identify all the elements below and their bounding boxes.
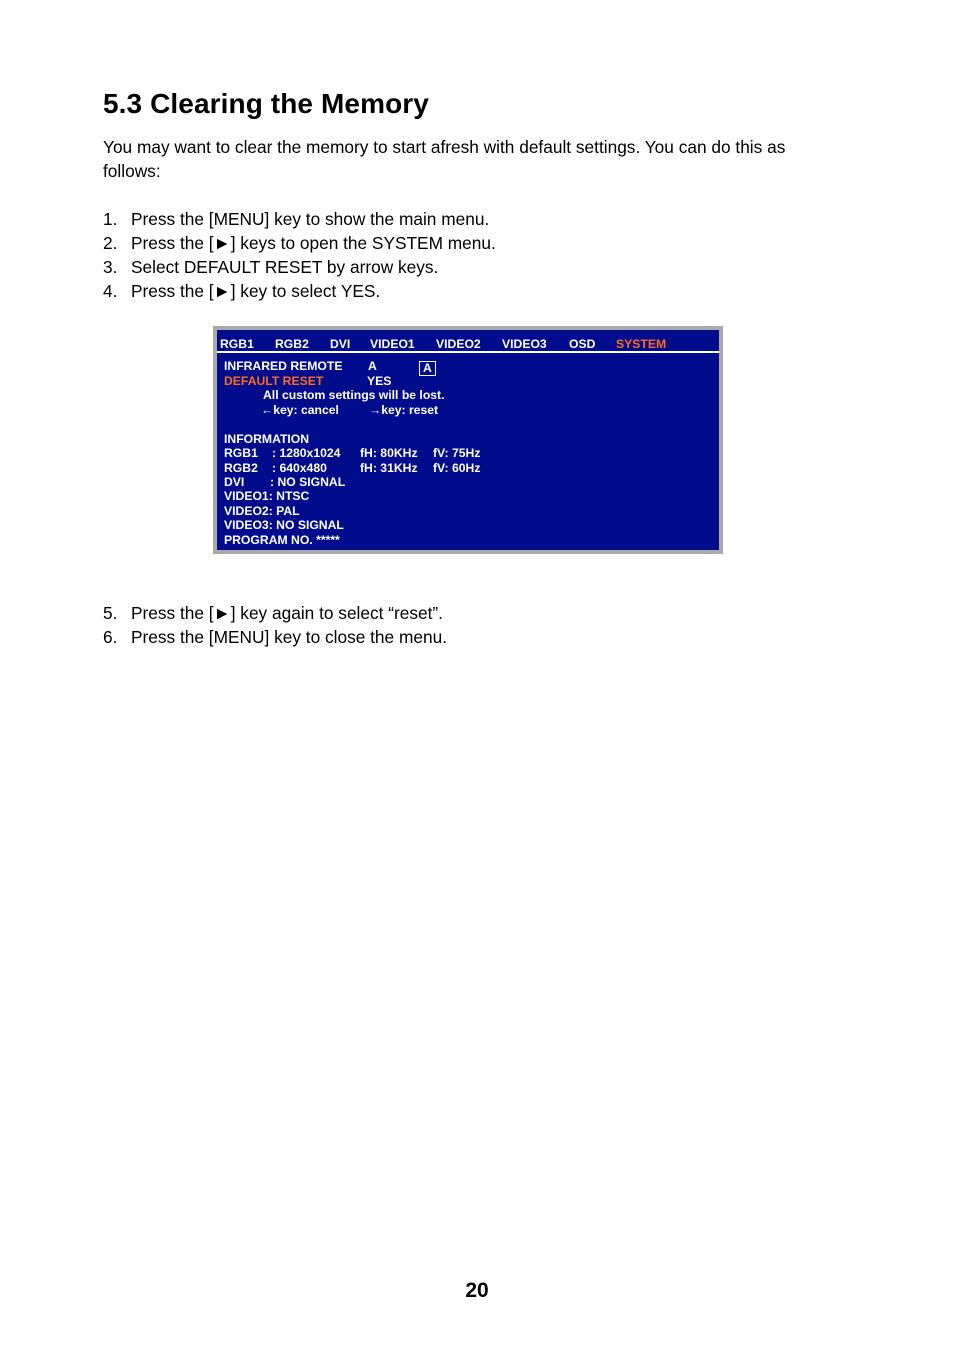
infrared-remote-value: A <box>368 359 377 373</box>
default-reset-label: DEFAULT RESET <box>224 374 324 388</box>
video3-info: VIDEO3: NO SIGNAL <box>224 518 344 532</box>
step-text: Press the [MENU] key to close the menu. <box>131 627 447 647</box>
rgb2-resolution: : 640x480 <box>272 461 327 475</box>
osd-menu-panel <box>217 330 719 550</box>
step-number: 4. <box>103 281 118 301</box>
steps-list-first <box>103 207 496 303</box>
rgb1-label: RGB1 <box>224 446 258 460</box>
step-number: 3. <box>103 257 118 277</box>
reset-hint: →key: reset <box>369 403 439 417</box>
list-item <box>103 255 496 279</box>
video2-info: VIDEO2: PAL <box>224 504 300 518</box>
list-item <box>103 601 447 625</box>
program-number: PROGRAM NO. ***** <box>224 533 340 547</box>
rgb1-resolution: : 1280x1024 <box>272 446 341 460</box>
step-text: Press the [►] key to select YES. <box>131 281 381 301</box>
infrared-remote-label: INFRARED REMOTE <box>224 359 343 373</box>
osd-tab-rgb2: RGB2 <box>275 337 309 351</box>
step-text: Press the [►] key again to select “reset”. <box>131 603 443 623</box>
rgb2-fv: fV: 60Hz <box>433 461 481 475</box>
step-text: Press the [►] keys to open the SYSTEM menu. <box>131 233 496 253</box>
list-item <box>103 625 447 649</box>
infrared-remote-box: A <box>419 361 436 376</box>
intro-paragraph: You may want to clear the memory to start afresh with default settings. You can do this as follows: <box>103 137 786 181</box>
osd-tab-rgb1: RGB1 <box>220 337 254 351</box>
osd-tab-system: SYSTEM <box>616 337 667 351</box>
osd-tab-osd: OSD <box>569 337 596 351</box>
rgb1-fh: fH: 80KHz <box>360 446 418 460</box>
step-text: Press the [MENU] key to show the main menu. <box>131 209 490 229</box>
rgb2-fh: fH: 31KHz <box>360 461 418 475</box>
page-number: 20 <box>465 1279 489 1302</box>
step-number: 1. <box>103 209 118 229</box>
osd-tab-video1: VIDEO1 <box>370 337 415 351</box>
osd-tab-bar <box>217 330 719 353</box>
list-item <box>103 207 496 231</box>
osd-tab-video2: VIDEO2 <box>436 337 481 351</box>
step-text: Select DEFAULT RESET by arrow keys. <box>131 257 439 277</box>
reset-warning: All custom settings will be lost. <box>263 388 445 402</box>
steps-list-second <box>103 601 447 649</box>
step-number: 2. <box>103 233 118 253</box>
dvi-value: : NO SIGNAL <box>270 475 346 489</box>
default-reset-value: YES <box>367 374 392 388</box>
video1-info: VIDEO1: NTSC <box>224 489 310 503</box>
cancel-hint: ←key: cancel <box>261 403 339 417</box>
rgb2-label: RGB2 <box>224 461 258 475</box>
osd-tab-dvi: DVI <box>330 337 351 351</box>
list-item <box>103 279 496 303</box>
rgb1-fv: fV: 75Hz <box>433 446 481 460</box>
information-title: INFORMATION <box>224 432 310 446</box>
page-title: 5.3 Clearing the Memory <box>103 88 429 119</box>
dvi-label: DVI <box>224 475 245 489</box>
list-item <box>103 231 496 255</box>
osd-menu-screenshot <box>213 326 723 554</box>
step-number: 5. <box>103 603 118 623</box>
osd-tab-video3: VIDEO3 <box>502 337 547 351</box>
step-number: 6. <box>103 627 118 647</box>
